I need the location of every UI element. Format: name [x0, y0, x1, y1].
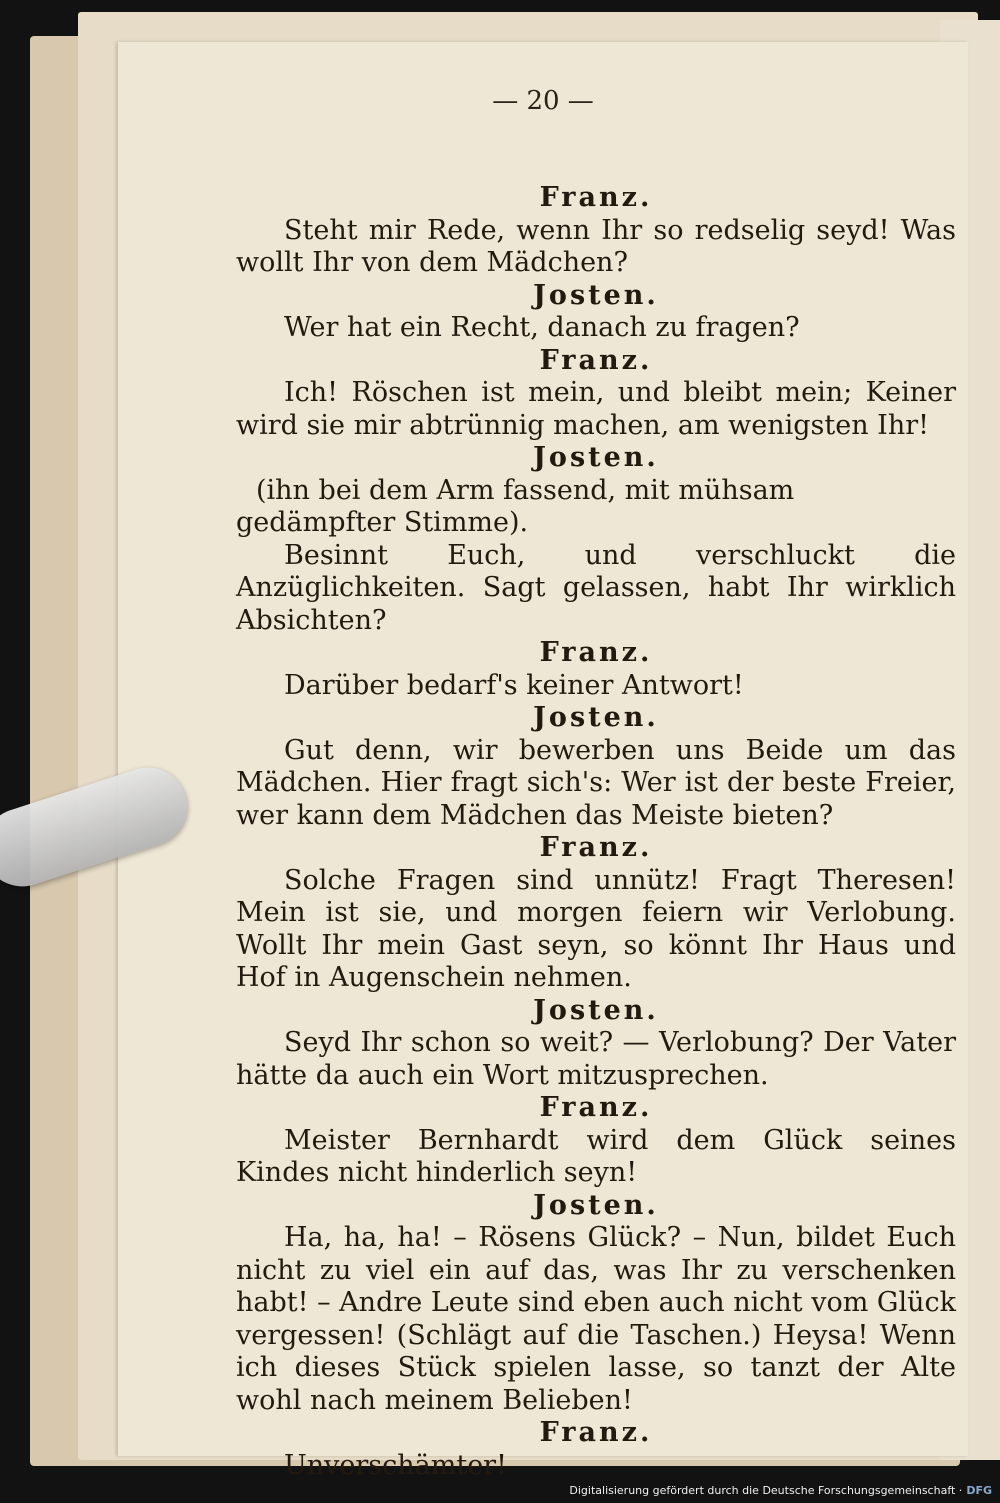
- speaker-label: Franz.: [539, 832, 653, 863]
- speaker-label: Josten.: [533, 702, 659, 733]
- digitization-credit: [569, 1484, 992, 1497]
- speaker-label: Franz.: [539, 637, 653, 668]
- speech-line: Ha, ha, ha! – Rösens Glück? – Nun, bildet Euch nicht zu viel ein auf das, was Ihr zu verschenken habt! – Andre Leute sind eben auch nicht vom Glück vergessen! (Schlägt auf die Taschen.) Heysa! Wenn ich dieses Stück spielen lasse, so tanzt der Alte wohl nach meinem Belieben!: [236, 1222, 956, 1416]
- speaker-label: Josten.: [533, 279, 659, 311]
- page-number: — 20 —: [492, 86, 594, 116]
- speaker-label: Josten.: [533, 442, 659, 473]
- page-text: [236, 182, 956, 1482]
- speech-line: Gut denn, wir bewerben uns Beide um das Mädchen. Hier fragt sich's: Wer ist der beste Freier, wer kann dem Mädchen das Meiste bieten?: [236, 734, 956, 831]
- speaker-label: Franz.: [539, 1417, 653, 1448]
- speaker-label: Josten.: [533, 994, 659, 1026]
- speech-line: Ich! Röschen ist mein, und bleibt mein; Keiner wird sie mir abtrünnig machen, am wenigsten Ihr!: [236, 377, 956, 441]
- dfg-logo: DFG: [966, 1484, 992, 1497]
- speech-line: Meister Bernhardt wird dem Glück seines Kindes nicht hinderlich seyn!: [236, 1124, 956, 1188]
- speech-line: Besinnt Euch, und verschluckt die Anzüglichkeiten. Sagt gelassen, habt Ihr wirklich Absichten?: [236, 539, 956, 636]
- speaker-label: Franz.: [539, 1092, 653, 1123]
- stage-direction: (ihn bei dem Arm fassend, mit mühsam gedämpfter Stimme).: [236, 474, 795, 538]
- speech-line: Darüber bedarf's keiner Antwort!: [284, 669, 744, 701]
- book-page: [118, 42, 968, 1481]
- speech-line: Seyd Ihr schon so weit? — Verlobung? Der Vater hätte da auch ein Wort mitzusprechen.: [236, 1027, 956, 1091]
- speech-line: Steht mir Rede, wenn Ihr so redselig seyd! Was wollt Ihr von dem Mädchen?: [236, 214, 956, 278]
- credit-text: Digitalisierung gefördert durch die Deutsche Forschungsgemeinschaft ·: [569, 1484, 963, 1497]
- speaker-label: Franz.: [539, 344, 653, 376]
- speech-line: Wer hat ein Recht, danach zu fragen?: [284, 312, 800, 343]
- speaker-label: Franz.: [539, 182, 653, 213]
- speech-line: Unverschämter!: [284, 1449, 507, 1481]
- speaker-label: Josten.: [533, 1189, 659, 1221]
- speech-line: Solche Fragen sind unnütz! Fragt Theresen! Mein ist sie, und morgen feiern wir Verlobung. Wollt Ihr mein Gast seyn, so könnt Ihr Haus und Hof in Augenschein nehmen.: [236, 864, 956, 993]
